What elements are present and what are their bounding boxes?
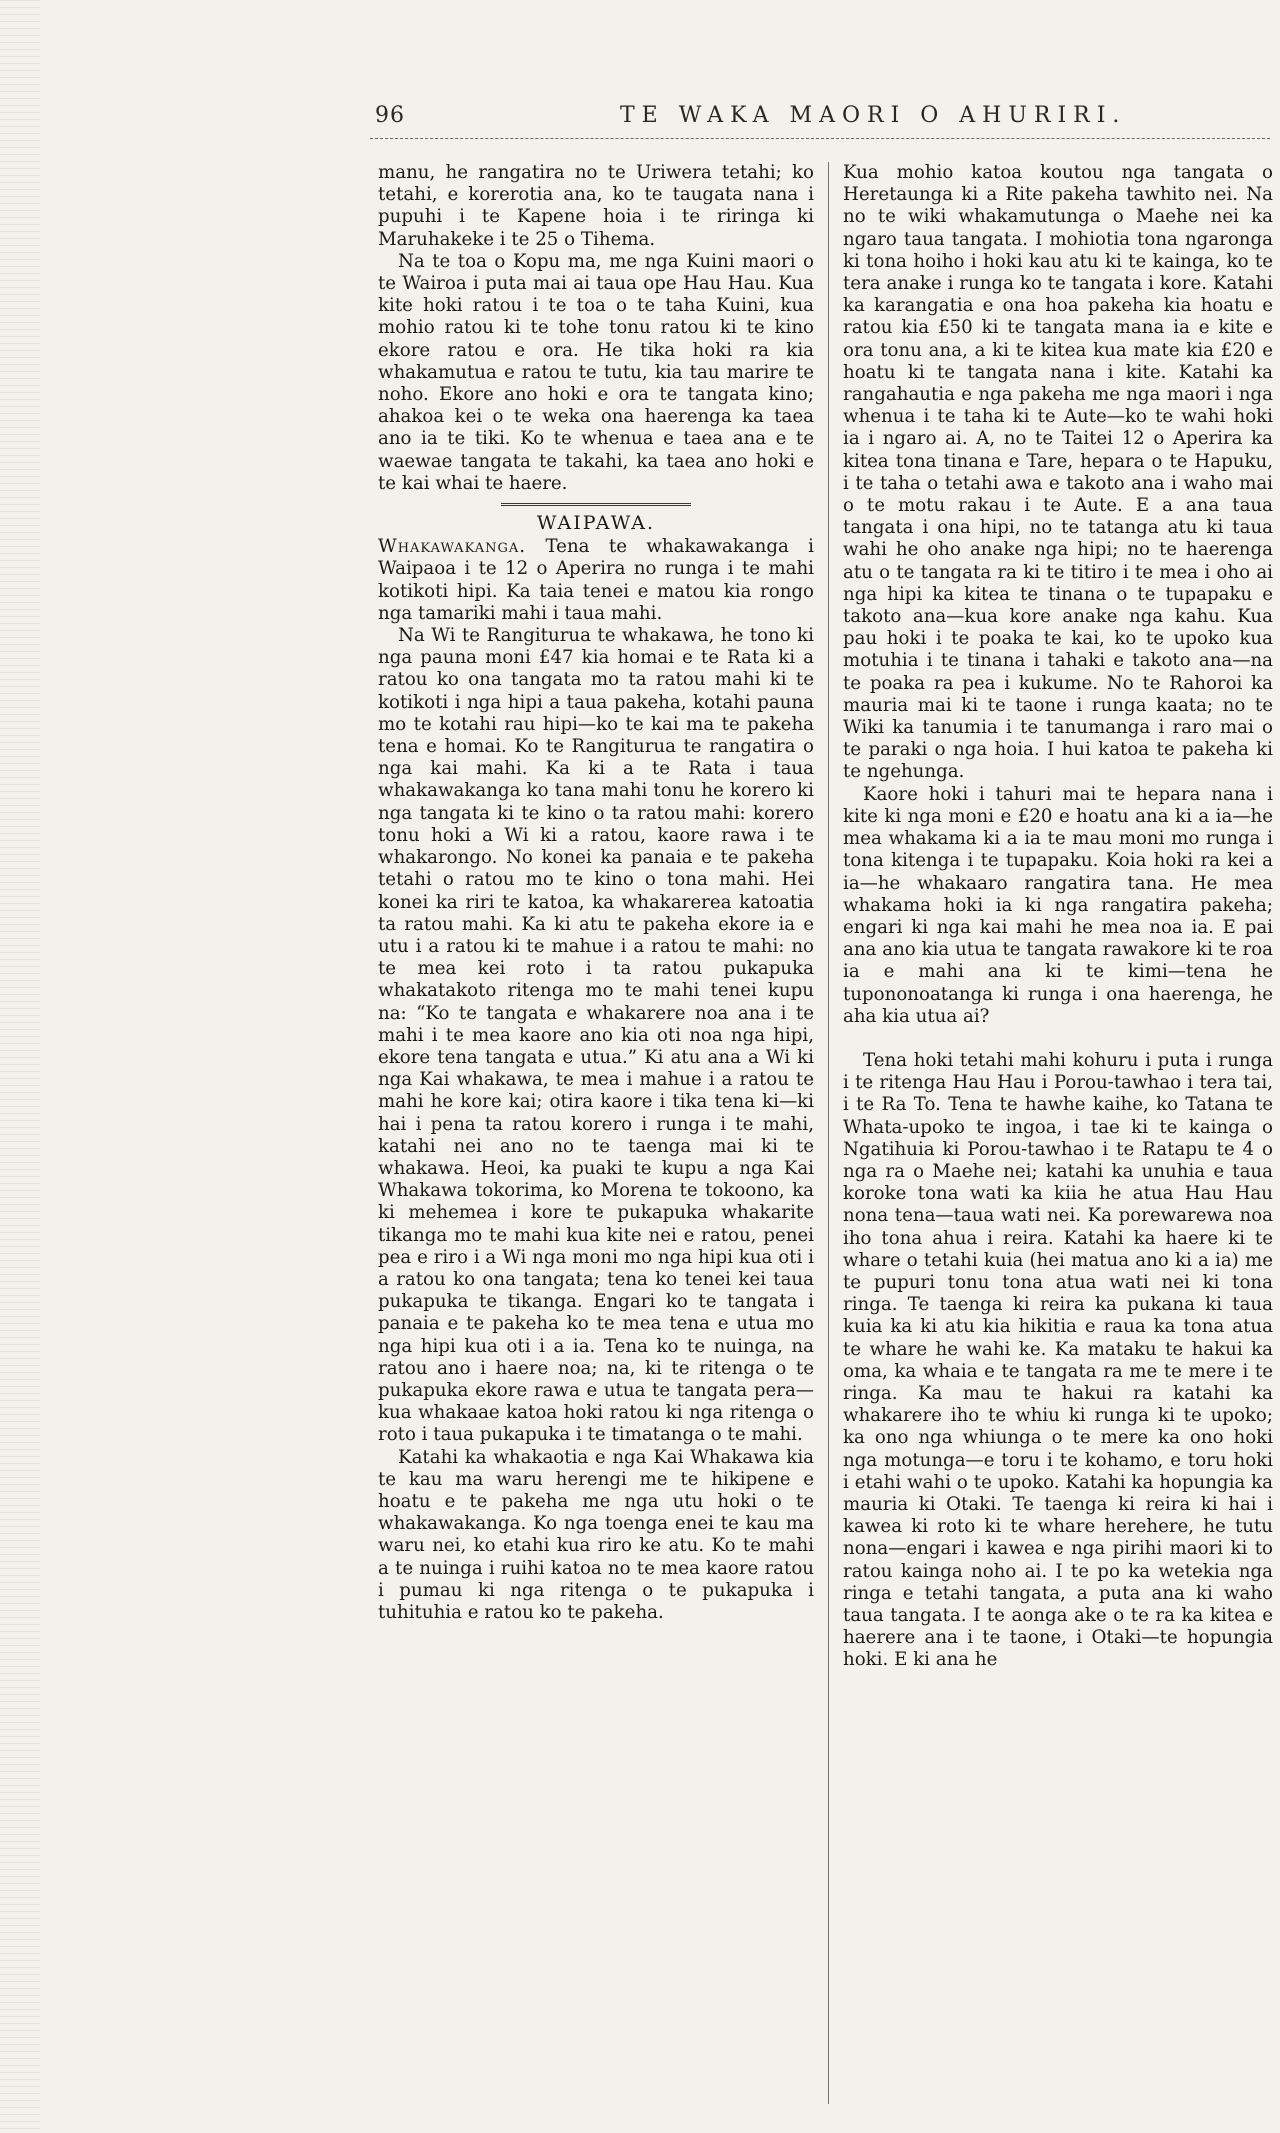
section-lead: Whakawakanga. — [378, 536, 527, 558]
right-paragraph-2: Kaore hoki i tahuri mai te hepara nana i kite ki nga moni e £20 e hoatu ana ki a ia—he mea whakama ki a ia te mau moni mo runga i tona kitenga i te tupapaku. Koia hoki ra kei a ia—he whakaaro rangatira tana. He mea whakama hoki ia ki nga rangatira pakeha; engari ki nga kai mahi he mea noa ia. E pai ana ano kia utua te tangata rawakore ki te roa ia e mahi ana ki te kimi—tena he tupononoatanga ki runga i ona haerenga, he aha kia utua ai? — [843, 783, 1273, 1027]
left-paragraph-4: Na Wi te Rangiturua te whakawa, he tono ki nga pauna moni £47 kia homai e te Rata ki a ratou ko ona tangata mo ta ratou mahi ki te kotikoti i nga hipi a taua pakeha, kotahi pauna mo te kotahi rau hipi—ko te kai ma te pakeha tena e homai. Ko te Rangiturua te rangatira o nga kai mahi. Ka ki a te Rata i taua whakawakanga ko tana mahi tonu he korero ki nga tangata ki te kino o ta ratou mahi: korero tonu hoki a Wi ki a ratou, kaore rawa i te whakarongo. No konei ka panaia e te pakeha tetahi o ratou mo te kino o tona mahi. Hei konei ka riri te katoa, ka whakarerea katoatia ta ratou mahi. Ka ki atu te pakeha ekore ia e utu i a ratou ki te mahue i a ratou te mahi: no te mea kei roto i ta ratou pukapuka whakatakoto ritenga mo te mahi tenei kupu na: “Ko te tangata e whakarere noa ana i te mahi i te mea kaore ano kia oti noa nga hipi, ekore tena tangata e utua.” Ki atu ana a Wi ki nga Kai whakawa, te mea i mahue i a ratou te mahi he kore kai; otira kaore i tika tena ki—ki hai i pena ta ratou korero i runga i te mahi, katahi nei ano no te taenga mai ki te whakawa. Heoi, ka puaki te kupu a nga Kai Whakawa tokorima, ko Morena te tokoono, ka ki mehemea i kore te pukapuka whakarite tikanga mo te mahi kua kite nei e ratou, penei pea e riro i a Wi nga moni mo nga hipi kua oti i a ratou ko ona tangata; tena ko tenei kei taua pukapuka te tikanga. Engari ko te tangata i panaia e te pakeha ko te mea tena e utua mo nga hipi kua oti i a ia. Tena ko te nuinga, na ratou ano i haere noa; na, ki te ritenga o te pukapuka ekore rawa e utua te tangata pera—kua whakaae katoa hoki ratou ki nga ritenga o roto i taua pukapuka i te timatanga o te mahi. — [378, 625, 814, 1446]
left-paragraph-3-text: Tena te whakawakanga i Waipaoa i te 12 o Aperira no runga i te mahi kotikoti hipi. Ka taia tenei e matou kia rongo nga tamariki mahi i taua mahi. — [378, 536, 814, 624]
left-paragraph-1: manu, he rangatira no te Uriwera tetahi; ko tetahi, e korerotia ana, ko te taugata nana i pupuhi i te Kapene hoia i te riringa ki Maruhakeke i te 25 o Tihema. — [378, 162, 814, 250]
paragraph-gap — [843, 1028, 1273, 1050]
section-divider — [501, 503, 691, 506]
right-paragraph-1: Kua mohio katoa koutou nga tangata o Heretaunga ki a Rite pakeha tawhito nei. Na no te wiki whakamutunga o Maehe nei ka ngaro taua tangata. I mohiotia tona ngaronga ki tona hoiho i hoki kau atu ki te kainga, ko te tera anake i runga ko te tangata i kore. Katahi ka karangatia e ona hoa pakeha kia hoatu e ratou kia £50 ki te tangata mana ia e kite e ora tonu ana, a ki te kitea kua mate kia £20 e hoatu ki te tangata nana i kite. Katahi ka rangahautia e nga pakeha me nga maori i nga whenua i te taha ki te Aute—ko te wahi hoki ia i ngaro ai. A, no te Taitei 12 o Aperira ka kitea tona tinana e Tare, hepara o te Hapuku, i te taha o tetahi awa e takoto ana i waho mai o te motu rakau i te Aute. E a ana taua tangata i ona hipi, no te tatanga atu ki taua wahi he oho anake nga hipi; no te haerenga atu o te tangata ra ki te titiro i te mea i oho ai nga hipi ka kitea te tinana o te tupapaku e takoto ana—kua kore anake nga kahu. Kua pau hoki i te poaka te kai, ko te upoko kua motuhia i te tinana i tahaki e takoto ana—na te poaka ra pea i kukume. No te Rahoroi ka mauria mai ki te taone i runga kaata; no te Wiki ka tanumia i te tanumanga i raro mai o te paraki o nga hoia. I hui katoa te pakeha ki te ngehunga. — [843, 162, 1273, 783]
page-edge-marks — [0, 0, 40, 2133]
section-title: WAIPAWA. — [536, 512, 656, 535]
left-paragraph-2: Na te toa o Kopu ma, me nga Kuini maori o te Wairoa i puta mai ai taua ope Hau Hau. Kua kite hoki ratou i te toa o te taha Kuini, kua mohio ratou ki te tohe tonu ratou ki te kino ekore ratou e ora. He tika hoki ra kia whakamutua e ratou te tutu, kia tau marire te noho. Ekore ano hoki e ora te tangata kino; ahakoa kei o te weka ona haerenga ka taea ano ia te tiki. Ko te whenua e taea ana e te waewae tangata te takahi, ka taea ano hoki e te kai whai te haere. — [378, 250, 814, 494]
left-paragraph-5: Katahi ka whakaotia e nga Kai Whakawa kia te kau ma waru herengi me te hikipene e hoatu e te pakeha me nga utu hoki o te whakawakanga. Ko nga toenga enei te kau ma waru nei, ko etahi kua riro ke atu. Ko te mahi a te nuinga i ruihi katoa no te mea kaore ratou i pumau ki nga ritenga o te pukapuka i tuhituhia e ratou ko te pakeha. — [378, 1446, 814, 1623]
header-rule — [370, 138, 1270, 139]
right-column — [843, 162, 1273, 1672]
left-column — [378, 162, 814, 1624]
masthead: TE WAKA MAORI O AHURIRI. — [620, 103, 1127, 128]
right-paragraph-3: Tena hoki tetahi mahi kohuru i puta i runga i te ritenga Hau Hau i Porou-tawhao i tera tai, i te Ra To. Tena te hawhe kaihe, ko Tatana te Whata-upoko te ingoa, i tae ki te kainga o Ngatihuia ki Porou-tawhao i te Ratapu te 4 o nga ra o Maehe nei; katahi ka unuhia e taua koroke tona wati ka kiia he atua Hau Hau nona tena—taua wati nei. Ka porewarewa noa iho tona ahua i reira. Katahi ka haere ki te whare o tetahi kuia (hei matua ano ki a ia) me te pupuri tonu tona atua wati nei ki tona ringa. Te taenga ki reira ka pukana ki taua kuia ka ki atu kia hikitia e raua ka tona atua te whare he wahi ke. Ka mataku te hakui ka oma, ka whaia e te tangata ra me te mere i te ringa. Ka mau te hakui ra katahi ka whakarere iho te whiu ki runga ki te upoko; ka ono nga whiunga o te mere ka ono hoki nga motunga—e toru i te kohamo, e toru hoki i etahi wahi o te upoko. Katahi ka hopungia ka mauria ki Otaki. Te taenga ki reira ki hai i kawea ki roto ki te whare herehere, he tutu nona—engari i kawea e nga pirihi maori ki to ratou kainga noho ai. I te po ka wetekia nga ringa e tetahi tangata, a puta ana ki waho taua tangata. I te aonga ake o te ra ka kitea e haerere ana i te taone, i Otaki—te hopungia hoki. E ki ana he — [843, 1049, 1273, 1671]
column-separator — [828, 162, 829, 2104]
left-paragraph-3 — [378, 536, 814, 625]
page-number: 96 — [375, 103, 405, 128]
